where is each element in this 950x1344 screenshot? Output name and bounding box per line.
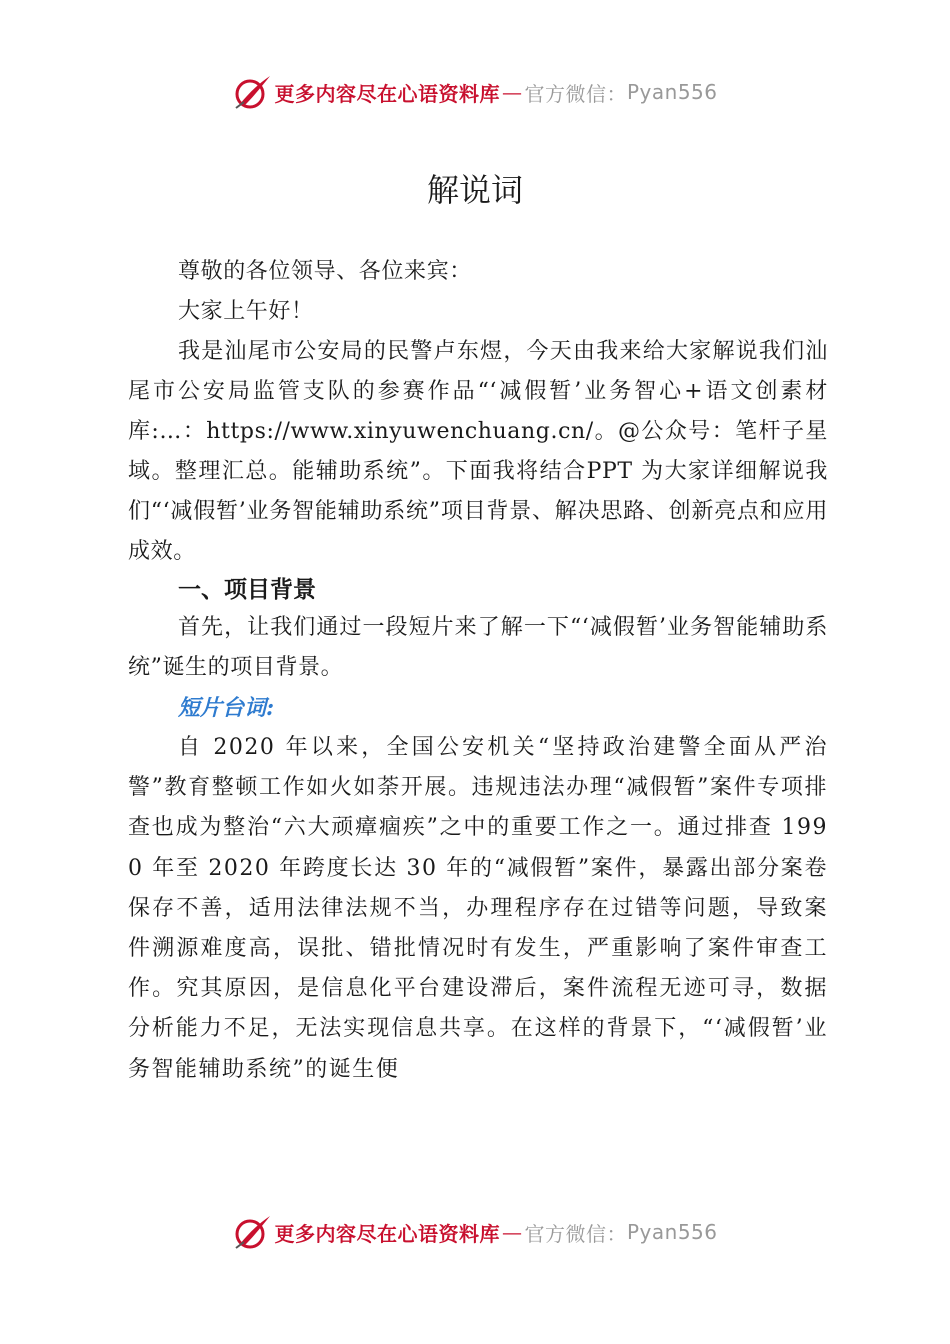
banner-title: 更多内容尽在心语资料库 bbox=[274, 81, 500, 106]
document-title: 解说词 bbox=[426, 171, 523, 209]
banner-dash: — bbox=[501, 80, 523, 104]
script-paragraph: 自 2020 年以来，全国公安机关“坚持政治建警全面从严治警”教育整顿工作如火如荼开展。违规违法办理“减假暂”案件专项排查也成为整治“六大顽瘴痼疾”之中的重要工作之一。通过排查 1990 年至 2020 年跨度长达 30 年的“减假暂”案件，暴露出部分案卷保存不善，适用法律法规不当，办理程序存在过错等问题，导致案件溯源难度高，误批、错批情况时有发生，严重影响了案件审查工作。究其原因，是信息化平台建设滞后，案件流程无迹可寻，数据分析能力不足，无法实现信息共享。在这样的背景下，“‘减假暂’业务智能辅助系统”的诞生便 bbox=[128, 735, 828, 1082]
morning-greeting: 大家上午好！ bbox=[178, 299, 314, 324]
intro-paragraph: 我是汕尾市公安局的民警卢东煜，今天由我来给大家解说我们汕尾市公安局监管支队的参赛作品“‘减假暂’业务智心+语文创素材库:…：https://www.xinyuwenchuang.cn/。@公众号：笔杆子星域。整理汇总。能辅助系统”。下面我将结合PPT 为大家详细解说我们“‘减假暂’业务智能辅助系统”项目背景、解决思路、创新亮点和应用成效。 bbox=[128, 339, 828, 564]
script-label: 短片台词: bbox=[178, 695, 275, 721]
header-banner bbox=[0, 72, 950, 112]
banner-wechat-id: Pyan556 bbox=[626, 80, 718, 104]
quill-logo-icon bbox=[232, 1212, 272, 1252]
section-heading: 一、项目背景 bbox=[178, 577, 316, 603]
greeting: 尊敬的各位领导、各位来宾： bbox=[178, 259, 472, 284]
quill-logo-icon bbox=[232, 72, 272, 112]
document-body bbox=[128, 252, 828, 1090]
banner-title: 更多内容尽在心语资料库 bbox=[274, 1221, 500, 1246]
banner-wechat-label: 官方微信： bbox=[524, 81, 627, 106]
banner-wechat-id: Pyan556 bbox=[626, 1220, 718, 1244]
banner-dash: — bbox=[501, 1220, 523, 1244]
section-intro-paragraph: 首先，让我们通过一段短片来了解一下“‘减假暂’业务智能辅助系统”诞生的项目背景。 bbox=[128, 615, 828, 680]
banner-wechat-label: 官方微信： bbox=[524, 1221, 627, 1246]
footer-banner bbox=[0, 1212, 950, 1252]
